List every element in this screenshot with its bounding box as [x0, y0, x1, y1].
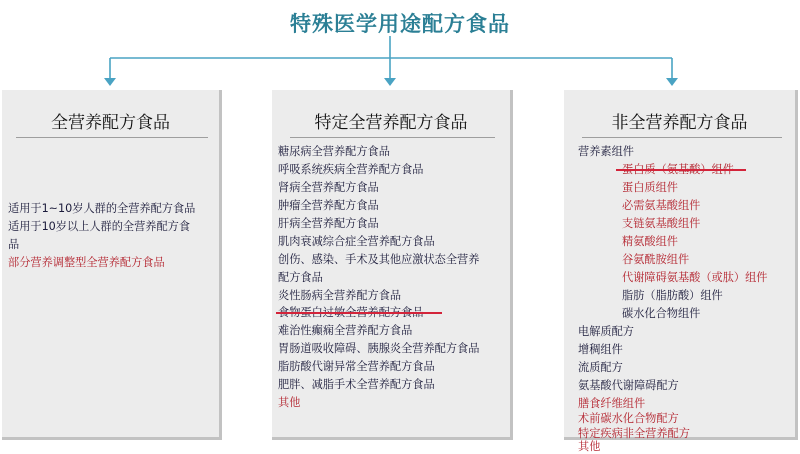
list-item-highlight: 必需氨基酸组件 [622, 199, 701, 212]
list-item-highlight: 谷氨酰胺组件 [622, 253, 690, 266]
list-item: 难治性癫痫全营养配方食品 [278, 324, 413, 337]
list-item-highlight: 部分营养调整型全营养配方食品 [8, 256, 165, 269]
list-item: 电解质配方 [578, 325, 634, 338]
diagram-title: 特殊医学用途配方食品 [290, 12, 510, 36]
list-item: 肥胖、减脂手术全营养配方食品 [278, 378, 435, 391]
list-item: 糖尿病全营养配方食品 [278, 145, 390, 158]
list-item: 营养素组件 [578, 145, 634, 158]
list-item: 适用于10岁以上人群的全营养配方食 [8, 220, 191, 233]
list-item: 品 [8, 238, 20, 251]
box-full-nutrition [2, 90, 222, 440]
title-underline [16, 137, 208, 138]
strikethrough-mark [276, 312, 442, 314]
list-item-highlight: 精氨酸组件 [622, 235, 678, 248]
list-item: 胃肠道吸收障碍、胰腺炎全营养配方食品 [278, 342, 480, 355]
list-item: 肿瘤全营养配方食品 [278, 199, 379, 212]
list-item-highlight: 特定疾病非全营养配方 [578, 427, 690, 440]
list-item: 配方食品 [278, 271, 323, 284]
list-item: 流质配方 [578, 361, 623, 374]
list-item: 脂肪酸代谢异常全营养配方食品 [278, 360, 435, 373]
list-item-highlight: 其他 [278, 396, 301, 409]
title-underline [290, 137, 495, 138]
box-title-full-nutrition: 全营养配方食品 [51, 113, 170, 133]
list-item: 增稠组件 [578, 343, 623, 356]
list-item-highlight: 膳食纤维组件 [578, 397, 646, 410]
list-item: 脂肪（脂肪酸）组件 [622, 289, 723, 302]
box-title-specific-full-nutrition: 特定全营养配方食品 [314, 113, 468, 133]
list-item: 创伤、感染、手术及其他应激状态全营养 [278, 253, 480, 266]
list-item-struck: 蛋白质（氨基酸）组件 [622, 163, 734, 176]
strikethrough-mark [616, 169, 746, 171]
list-item: 适用于1~10岁人群的全营养配方食品 [8, 202, 196, 215]
box-non-full-nutrition [564, 90, 798, 453]
title-underline [582, 137, 782, 138]
list-item: 氨基酸代谢障碍配方 [578, 379, 679, 392]
box-specific-full-nutrition [272, 90, 513, 440]
list-item-struck: 食物蛋白过敏全营养配方食品 [278, 306, 424, 319]
list-item: 肌肉衰减综合症全营养配方食品 [278, 235, 435, 248]
list-item: 碳水化合物组件 [622, 307, 701, 320]
list-item-highlight: 代谢障碍氨基酸（或肽）组件 [622, 271, 768, 284]
list-item: 炎性肠病全营养配方食品 [278, 289, 402, 302]
list-item: 肾病全营养配方食品 [278, 181, 379, 194]
list-item-highlight: 蛋白质组件 [622, 181, 678, 194]
list-item-highlight: 其他 [578, 440, 601, 453]
list-item: 肝病全营养配方食品 [278, 217, 379, 230]
list-item: 呼吸系统疾病全营养配方食品 [278, 163, 424, 176]
box-title-non-full-nutrition: 非全营养配方食品 [611, 113, 748, 133]
list-item-highlight: 术前碳水化合物配方 [578, 412, 679, 425]
list-item-highlight: 支链氨基酸组件 [622, 217, 701, 230]
